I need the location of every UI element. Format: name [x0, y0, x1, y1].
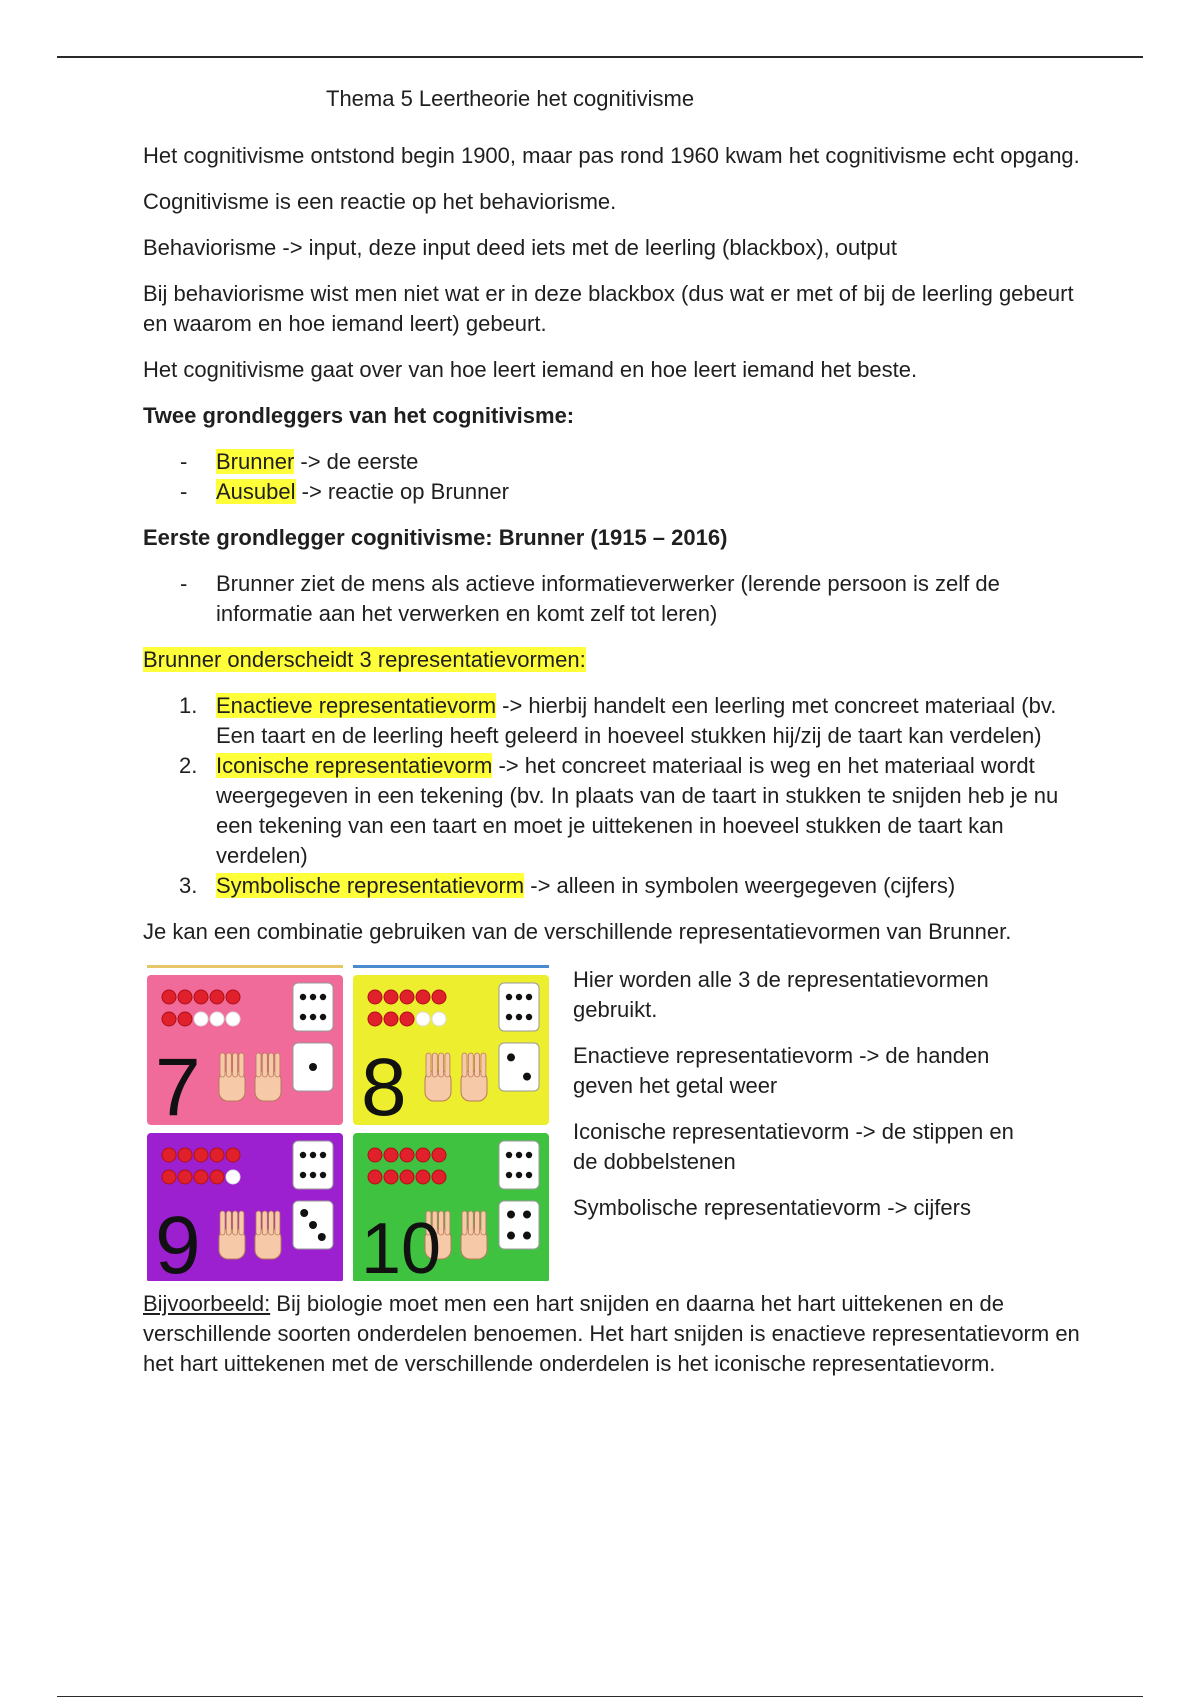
form-name-highlight: Iconische representatievorm [216, 753, 493, 778]
card-numeral: 7 [155, 1042, 201, 1133]
hand-finger-icon [226, 1211, 231, 1235]
paragraph-reaction: Cognitivisme is een reactie op het behaviorisme. [143, 189, 617, 214]
hand-finger-icon [481, 1211, 486, 1235]
ten-frame-dot [416, 1012, 430, 1026]
forms-list [143, 691, 1083, 901]
hand-finger-icon [462, 1053, 467, 1077]
die-pip [320, 1014, 326, 1020]
ten-frame-dot [384, 1170, 398, 1184]
paragraph-combination: Je kan een combinatie gebruiken van de verschillende representatievormen van Brunner. [143, 919, 1012, 944]
die-pip [516, 1152, 522, 1158]
hand-finger-icon [256, 1211, 261, 1235]
ten-frame-dot [162, 1148, 176, 1162]
example-label: Bijvoorbeeld: [143, 1291, 271, 1316]
ten-frame-dot [162, 990, 176, 1004]
founder-note: -> reactie op Brunner [295, 479, 509, 504]
die-pip [300, 1014, 306, 1020]
ten-frame-dot [432, 1148, 446, 1162]
die-pip [320, 994, 326, 1000]
ten-frame-dot [194, 1170, 208, 1184]
founders-heading: Twee grondleggers van het cognitivisme: [143, 403, 575, 428]
hand-finger-icon [233, 1211, 238, 1235]
die-pip [506, 1014, 512, 1020]
forms-heading [143, 645, 1083, 675]
header-rule [57, 56, 1143, 58]
hand-finger-icon [468, 1211, 473, 1235]
ten-frame-dot [368, 1012, 382, 1026]
ten-frame-dot [400, 1170, 414, 1184]
brunner-heading: Eerste grondlegger cognitivisme: Brunner (1915 – 2016) [143, 525, 728, 550]
die-pip [300, 1172, 306, 1178]
hand-finger-icon [432, 1053, 437, 1077]
die-pip [523, 1073, 531, 1081]
founder-item [143, 477, 1083, 507]
die-pip [523, 1232, 531, 1240]
figure-text: Hier worden alle 3 de representatievormen gebruikt. [573, 967, 989, 1022]
die-pip [320, 1172, 326, 1178]
figure-text: Enactieve representatievorm -> de handen geven het getal weer [573, 1043, 990, 1098]
ten-frame-dot [400, 990, 414, 1004]
die-pip [516, 994, 522, 1000]
footer-rule [57, 1696, 1143, 1697]
die-pip [506, 1152, 512, 1158]
hand-finger-icon [462, 1211, 467, 1235]
form-number: 2. [179, 753, 198, 778]
paragraph-behaviorism: Behaviorisme -> input, deze input deed iets met de leerling (blackbox), output [143, 235, 897, 260]
die-pip [318, 1233, 326, 1241]
figure-text: Iconische representatievorm -> de stippen en de dobbelstenen [573, 1119, 1014, 1174]
card-top-accent [147, 965, 343, 968]
die-pip [310, 994, 316, 1000]
brunner-bullet-list [143, 569, 1083, 629]
ten-frame-dot [210, 990, 224, 1004]
form-description: -> hierbij handelt een leerling met concreet materiaal (bv. Een taart en de leerling heeft geleerd in hoeveel stukken hij/zij de taart kan verdelen) [216, 693, 1057, 748]
hand-finger-icon [426, 1053, 431, 1077]
die-six-icon [499, 1141, 539, 1189]
card-top-accent [353, 965, 549, 968]
hand-finger-icon [468, 1053, 473, 1077]
card-numeral: 8 [361, 1042, 407, 1133]
hand-finger-icon [269, 1211, 274, 1235]
document-body [143, 141, 1083, 1395]
forms-heading-highlight: Brunner onderscheidt 3 representatievormen: [143, 647, 586, 672]
die-six-icon [499, 983, 539, 1031]
hand-finger-icon [439, 1053, 444, 1077]
form-description: -> het concreet materiaal is weg en het materiaal wordt weergegeven in een tekening (bv. In plaats van de taart in stukken te snijden heb je nu een tekening van een taart en moet je uittekenen in hoeveel stukken de taart kan verdelen) [216, 753, 1059, 868]
paragraph-how-learn: Het cognitivisme gaat over van hoe leert iemand en hoe leert iemand het beste. [143, 357, 918, 382]
ten-frame-dot [384, 990, 398, 1004]
paragraph-origin: Het cognitivisme ontstond begin 1900, maar pas rond 1960 kwam het cognitivisme echt opgang. [143, 143, 1080, 168]
hand-finger-icon [226, 1053, 231, 1077]
die-pip [526, 1014, 532, 1020]
ten-frame-dot [416, 990, 430, 1004]
ten-frame-dot [210, 1170, 224, 1184]
die-pip [523, 1210, 531, 1218]
die-pip [506, 1172, 512, 1178]
ten-frame-dot [178, 990, 192, 1004]
ten-frame-dot [194, 1148, 208, 1162]
card-numeral: 9 [155, 1200, 201, 1281]
hand-finger-icon [275, 1211, 280, 1235]
figure-explanation [573, 963, 1043, 1239]
hand-finger-icon [445, 1053, 450, 1077]
die-pip [506, 994, 512, 1000]
form-item [143, 691, 1083, 751]
ten-frame-dot [368, 1148, 382, 1162]
brunner-bullet: - Brunner ziet de mens als actieve informatieverwerker (lerende persoon is zelf de informatie aan het verwerken en komt zelf tot leren) [143, 569, 1083, 629]
die-remaining-icon [499, 1043, 539, 1091]
die-pip [516, 1172, 522, 1178]
die-pip [310, 1014, 316, 1020]
die-pip [507, 1232, 515, 1240]
hand-finger-icon [475, 1211, 480, 1235]
form-item [143, 751, 1083, 871]
die-six-icon [293, 1141, 333, 1189]
number-cards-image [143, 965, 553, 1281]
hand-finger-icon [275, 1053, 280, 1077]
hand-finger-icon [445, 1211, 450, 1235]
founder-name-highlight: Brunner [216, 449, 295, 474]
hand-finger-icon [239, 1053, 244, 1077]
ten-frame-dot [178, 1170, 192, 1184]
form-number: 1. [179, 693, 198, 718]
number-cards-graphic [143, 965, 553, 1281]
hand-finger-icon [262, 1211, 267, 1235]
founder-note: -> de eerste [294, 449, 419, 474]
founders-list [143, 447, 1083, 507]
die-six-icon [293, 983, 333, 1031]
hand-finger-icon [269, 1053, 274, 1077]
ten-frame-dot [194, 990, 208, 1004]
die-pip [300, 1209, 308, 1217]
ten-frame-dot [162, 1170, 176, 1184]
hand-finger-icon [256, 1053, 261, 1077]
example-text: Bij biologie moet men een hart snijden en daarna het hart uittekenen en de verschillende soorten onderdelen benoemen. Het hart snijden is enactieve representatievorm en het hart uittekenen met de verschillende onderdelen is het iconische representatievorm. [143, 1291, 1080, 1376]
hand-finger-icon [220, 1211, 225, 1235]
ten-frame-dot [210, 1148, 224, 1162]
die-pip [507, 1053, 515, 1061]
die-pip [309, 1063, 317, 1071]
ten-frame-dot [194, 1012, 208, 1026]
die-pip [526, 994, 532, 1000]
ten-frame-dot [400, 1148, 414, 1162]
founder-name-highlight: Ausubel [216, 479, 296, 504]
die-pip [300, 994, 306, 1000]
ten-frame-dot [226, 1148, 240, 1162]
ten-frame-dot [368, 1170, 382, 1184]
form-description: -> alleen in symbolen weergegeven (cijfers) [524, 873, 956, 898]
hand-finger-icon [262, 1053, 267, 1077]
paragraph-example [143, 1289, 1083, 1379]
ten-frame-dot [432, 1012, 446, 1026]
founder-item [143, 447, 1083, 477]
die-pip [310, 1152, 316, 1158]
form-name-highlight: Symbolische representatievorm [216, 873, 525, 898]
ten-frame-dot [226, 990, 240, 1004]
form-name-highlight: Enactieve representatievorm [216, 693, 497, 718]
die-pip [320, 1152, 326, 1158]
figure-row [143, 963, 1083, 1281]
hand-finger-icon [233, 1053, 238, 1077]
ten-frame-dot [162, 1012, 176, 1026]
ten-frame-dot [432, 990, 446, 1004]
ten-frame-dot [178, 1148, 192, 1162]
hand-finger-icon [220, 1053, 225, 1077]
die-pip [300, 1152, 306, 1158]
die-pip [526, 1172, 532, 1178]
form-number: 3. [179, 873, 198, 898]
die-pip [526, 1152, 532, 1158]
form-item [143, 871, 1083, 901]
die-pip [310, 1172, 316, 1178]
ten-frame-dot [368, 990, 382, 1004]
ten-frame-dot [226, 1170, 240, 1184]
ten-frame-dot [432, 1170, 446, 1184]
die-pip [516, 1014, 522, 1020]
ten-frame-dot [416, 1148, 430, 1162]
ten-frame-dot [226, 1012, 240, 1026]
ten-frame-dot [400, 1012, 414, 1026]
ten-frame-dot [178, 1012, 192, 1026]
ten-frame-dot [384, 1012, 398, 1026]
hand-finger-icon [481, 1053, 486, 1077]
card-numeral: 10 [361, 1209, 442, 1281]
die-remaining-icon [499, 1201, 539, 1249]
figure-text: Symbolische representatievorm -> cijfers [573, 1195, 971, 1220]
hand-finger-icon [475, 1053, 480, 1077]
ten-frame-dot [416, 1170, 430, 1184]
ten-frame-dot [384, 1148, 398, 1162]
die-pip [507, 1210, 515, 1218]
ten-frame-dot [210, 1012, 224, 1026]
paragraph-blackbox: Bij behaviorisme wist men niet wat er in deze blackbox (dus wat er met of bij de leerling gebeurt en waarom en hoe iemand leert) gebeurt. [143, 281, 1074, 336]
hand-finger-icon [239, 1211, 244, 1235]
page-title: Thema 5 Leertheorie het cognitivisme [326, 86, 695, 111]
die-pip [309, 1221, 317, 1229]
